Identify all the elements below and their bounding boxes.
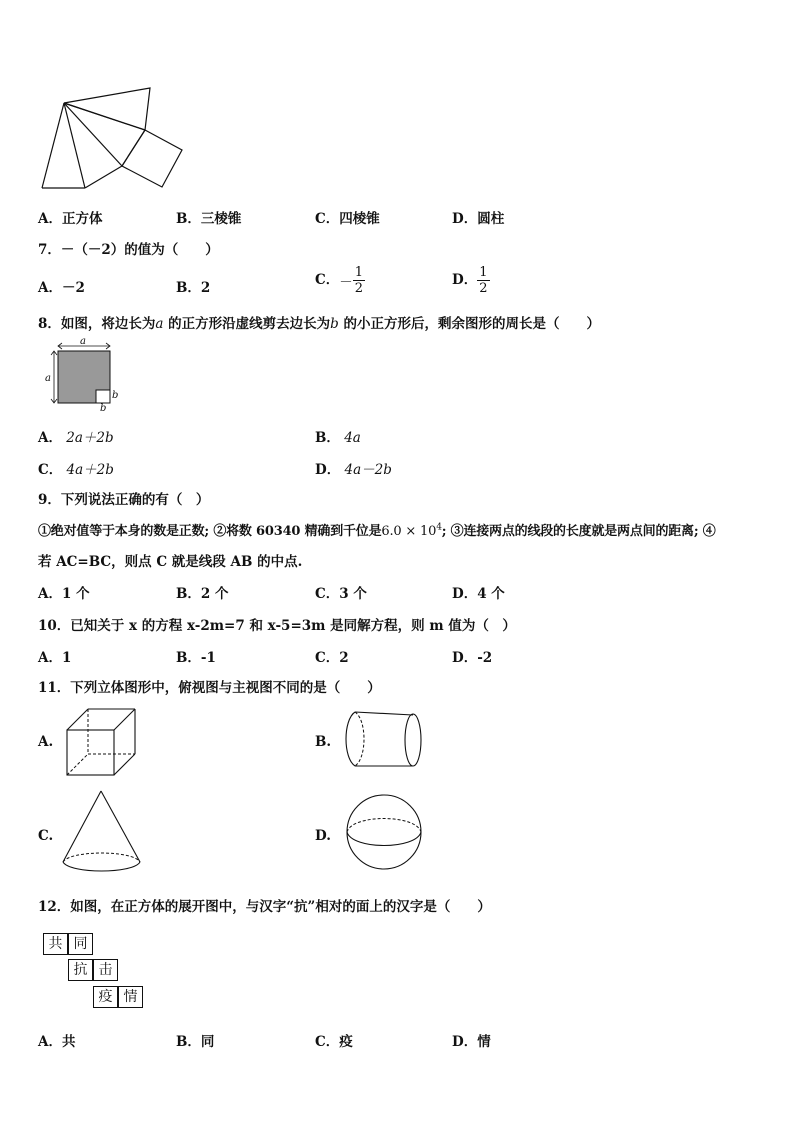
q7-text: －（－2）的值为（ ）: [60, 242, 219, 258]
q10-option-a[interactable]: A．1: [38, 650, 72, 666]
net-cell-gong: 共: [43, 933, 68, 955]
q9-sci-base: 6.0 × 10: [381, 524, 437, 539]
q8-option-c-expr: 4a＋2b: [66, 462, 114, 478]
q9-option-a[interactable]: A．1 个: [38, 586, 90, 602]
q8-option-d-label: D．: [315, 462, 341, 478]
q7-option-c-label: C．: [315, 272, 340, 288]
q10-stem: [38, 614, 516, 634]
net-cell-ji: 击: [93, 959, 118, 981]
q11-option-b[interactable]: B.: [315, 734, 332, 750]
q8-option-b[interactable]: [315, 426, 361, 446]
q9-sci-exponent: 4: [436, 522, 442, 533]
q8-option-d-expr: 4a－2b: [344, 462, 392, 478]
q9-option-d[interactable]: D．4 个: [452, 586, 505, 602]
q7-option-b[interactable]: B．2: [176, 280, 211, 296]
q8-fig-label-top: a: [80, 336, 86, 347]
q10-text: 已知关于 x 的方程 x-2m=7 和 x-5=3m 是同解方程，则 m 值为（ ）: [70, 618, 516, 634]
q7-option-d-label: D．: [452, 272, 478, 288]
q7-option-d[interactable]: [452, 265, 490, 296]
q7-option-d-fraction: [477, 265, 489, 296]
q8-var-a: a: [155, 316, 164, 332]
q7-option-c-sign: －: [339, 274, 353, 291]
q7-option-d-numerator: 1: [479, 265, 488, 280]
q8-option-b-expr: 4a: [344, 430, 361, 446]
q8-text-2: 的正方形沿虚线剪去边长为: [168, 316, 331, 332]
q7-number: 7．: [38, 242, 61, 258]
q10-number: 10．: [38, 618, 71, 634]
q7-option-c-numerator: 1: [354, 265, 364, 280]
q6-option-c[interactable]: C．四棱锥: [315, 211, 380, 227]
q12-option-a[interactable]: A．共: [38, 1034, 76, 1050]
q6-option-a[interactable]: A．正方体: [38, 211, 103, 227]
q10-option-c[interactable]: C．2: [315, 650, 349, 666]
q11-stem: [38, 676, 381, 696]
q8-text-3: 的小正方形后，剩余图形的周长是（ ）: [343, 316, 601, 332]
q8-fig-label-bottom: b: [100, 403, 107, 414]
q12-number: 12．: [38, 899, 71, 915]
q12-option-c[interactable]: C．疫: [315, 1034, 353, 1050]
q8-option-a-expr: 2a＋2b: [66, 430, 114, 446]
q7-stem: [38, 238, 219, 258]
q8-option-a-label: A．: [38, 430, 62, 446]
q11-text: 下列立体图形中，俯视图与主视图不同的是（ ）: [70, 680, 381, 696]
q7-option-c-denominator: 2: [354, 281, 364, 296]
q11-option-a[interactable]: A.: [38, 734, 54, 750]
q8-stem: [38, 312, 600, 332]
q9-text: 下列说法正确的有（ ）: [60, 492, 210, 508]
q8-option-d[interactable]: [315, 458, 392, 478]
q6-option-d[interactable]: D．圆柱: [452, 211, 505, 227]
q12-text: 如图，在正方体的展开图中，与汉字“抗”相对的面上的汉字是（ ）: [70, 899, 491, 915]
q6-option-b[interactable]: B．三棱锥: [176, 211, 242, 227]
q11-option-d[interactable]: D.: [315, 828, 331, 844]
q8-option-c[interactable]: [38, 458, 114, 478]
q11-number: 11．: [38, 680, 71, 696]
q9-statements-line-1: [38, 520, 716, 539]
q7-option-d-denominator: 2: [479, 281, 488, 296]
net-cell-qing: 情: [118, 986, 143, 1008]
q9-number: 9．: [38, 492, 61, 508]
q9-statements-line-2: 若 AC=BC，则点 C 就是线段 AB 的中点.: [38, 554, 303, 570]
q9-option-b[interactable]: B．2 个: [176, 586, 229, 602]
q8-fig-label-right: b: [112, 390, 119, 401]
square-cut-figure: [0, 0, 794, 120]
q8-number: 8．: [38, 316, 61, 332]
q12-option-b[interactable]: B．同: [176, 1034, 215, 1050]
q7-option-c-fraction: [353, 265, 365, 296]
q9-stem: [38, 488, 209, 508]
q8-text-1: 如图，将边长为: [60, 316, 156, 332]
q12-stem: [38, 895, 491, 915]
q7-option-c[interactable]: [315, 265, 365, 296]
net-cell-tong: 同: [68, 933, 93, 955]
q10-option-d[interactable]: D．-2: [452, 650, 493, 666]
q9-line1-part-a: ①绝对值等于本身的数是正数; ②将数 60340 精确到千位是: [38, 524, 382, 539]
net-cell-kang: 抗: [68, 959, 93, 981]
q10-option-b[interactable]: B．-1: [176, 650, 216, 666]
net-cell-yi: 疫: [93, 986, 118, 1008]
q9-line1-part-b: ; ③连接两点的线段的长度就是两点间的距离; ④: [441, 524, 716, 539]
q8-fig-label-left: a: [45, 373, 51, 384]
q8-var-b: b: [330, 316, 339, 332]
q11-option-c[interactable]: C.: [38, 828, 54, 844]
q8-option-a[interactable]: [38, 426, 114, 446]
q9-sci-notation: [381, 524, 441, 539]
q12-option-d[interactable]: D．情: [452, 1034, 491, 1050]
q8-option-b-label: B．: [315, 430, 340, 446]
q7-option-a[interactable]: A．－2: [38, 280, 85, 296]
q9-option-c[interactable]: C．3 个: [315, 586, 367, 602]
q8-option-c-label: C．: [38, 462, 63, 478]
